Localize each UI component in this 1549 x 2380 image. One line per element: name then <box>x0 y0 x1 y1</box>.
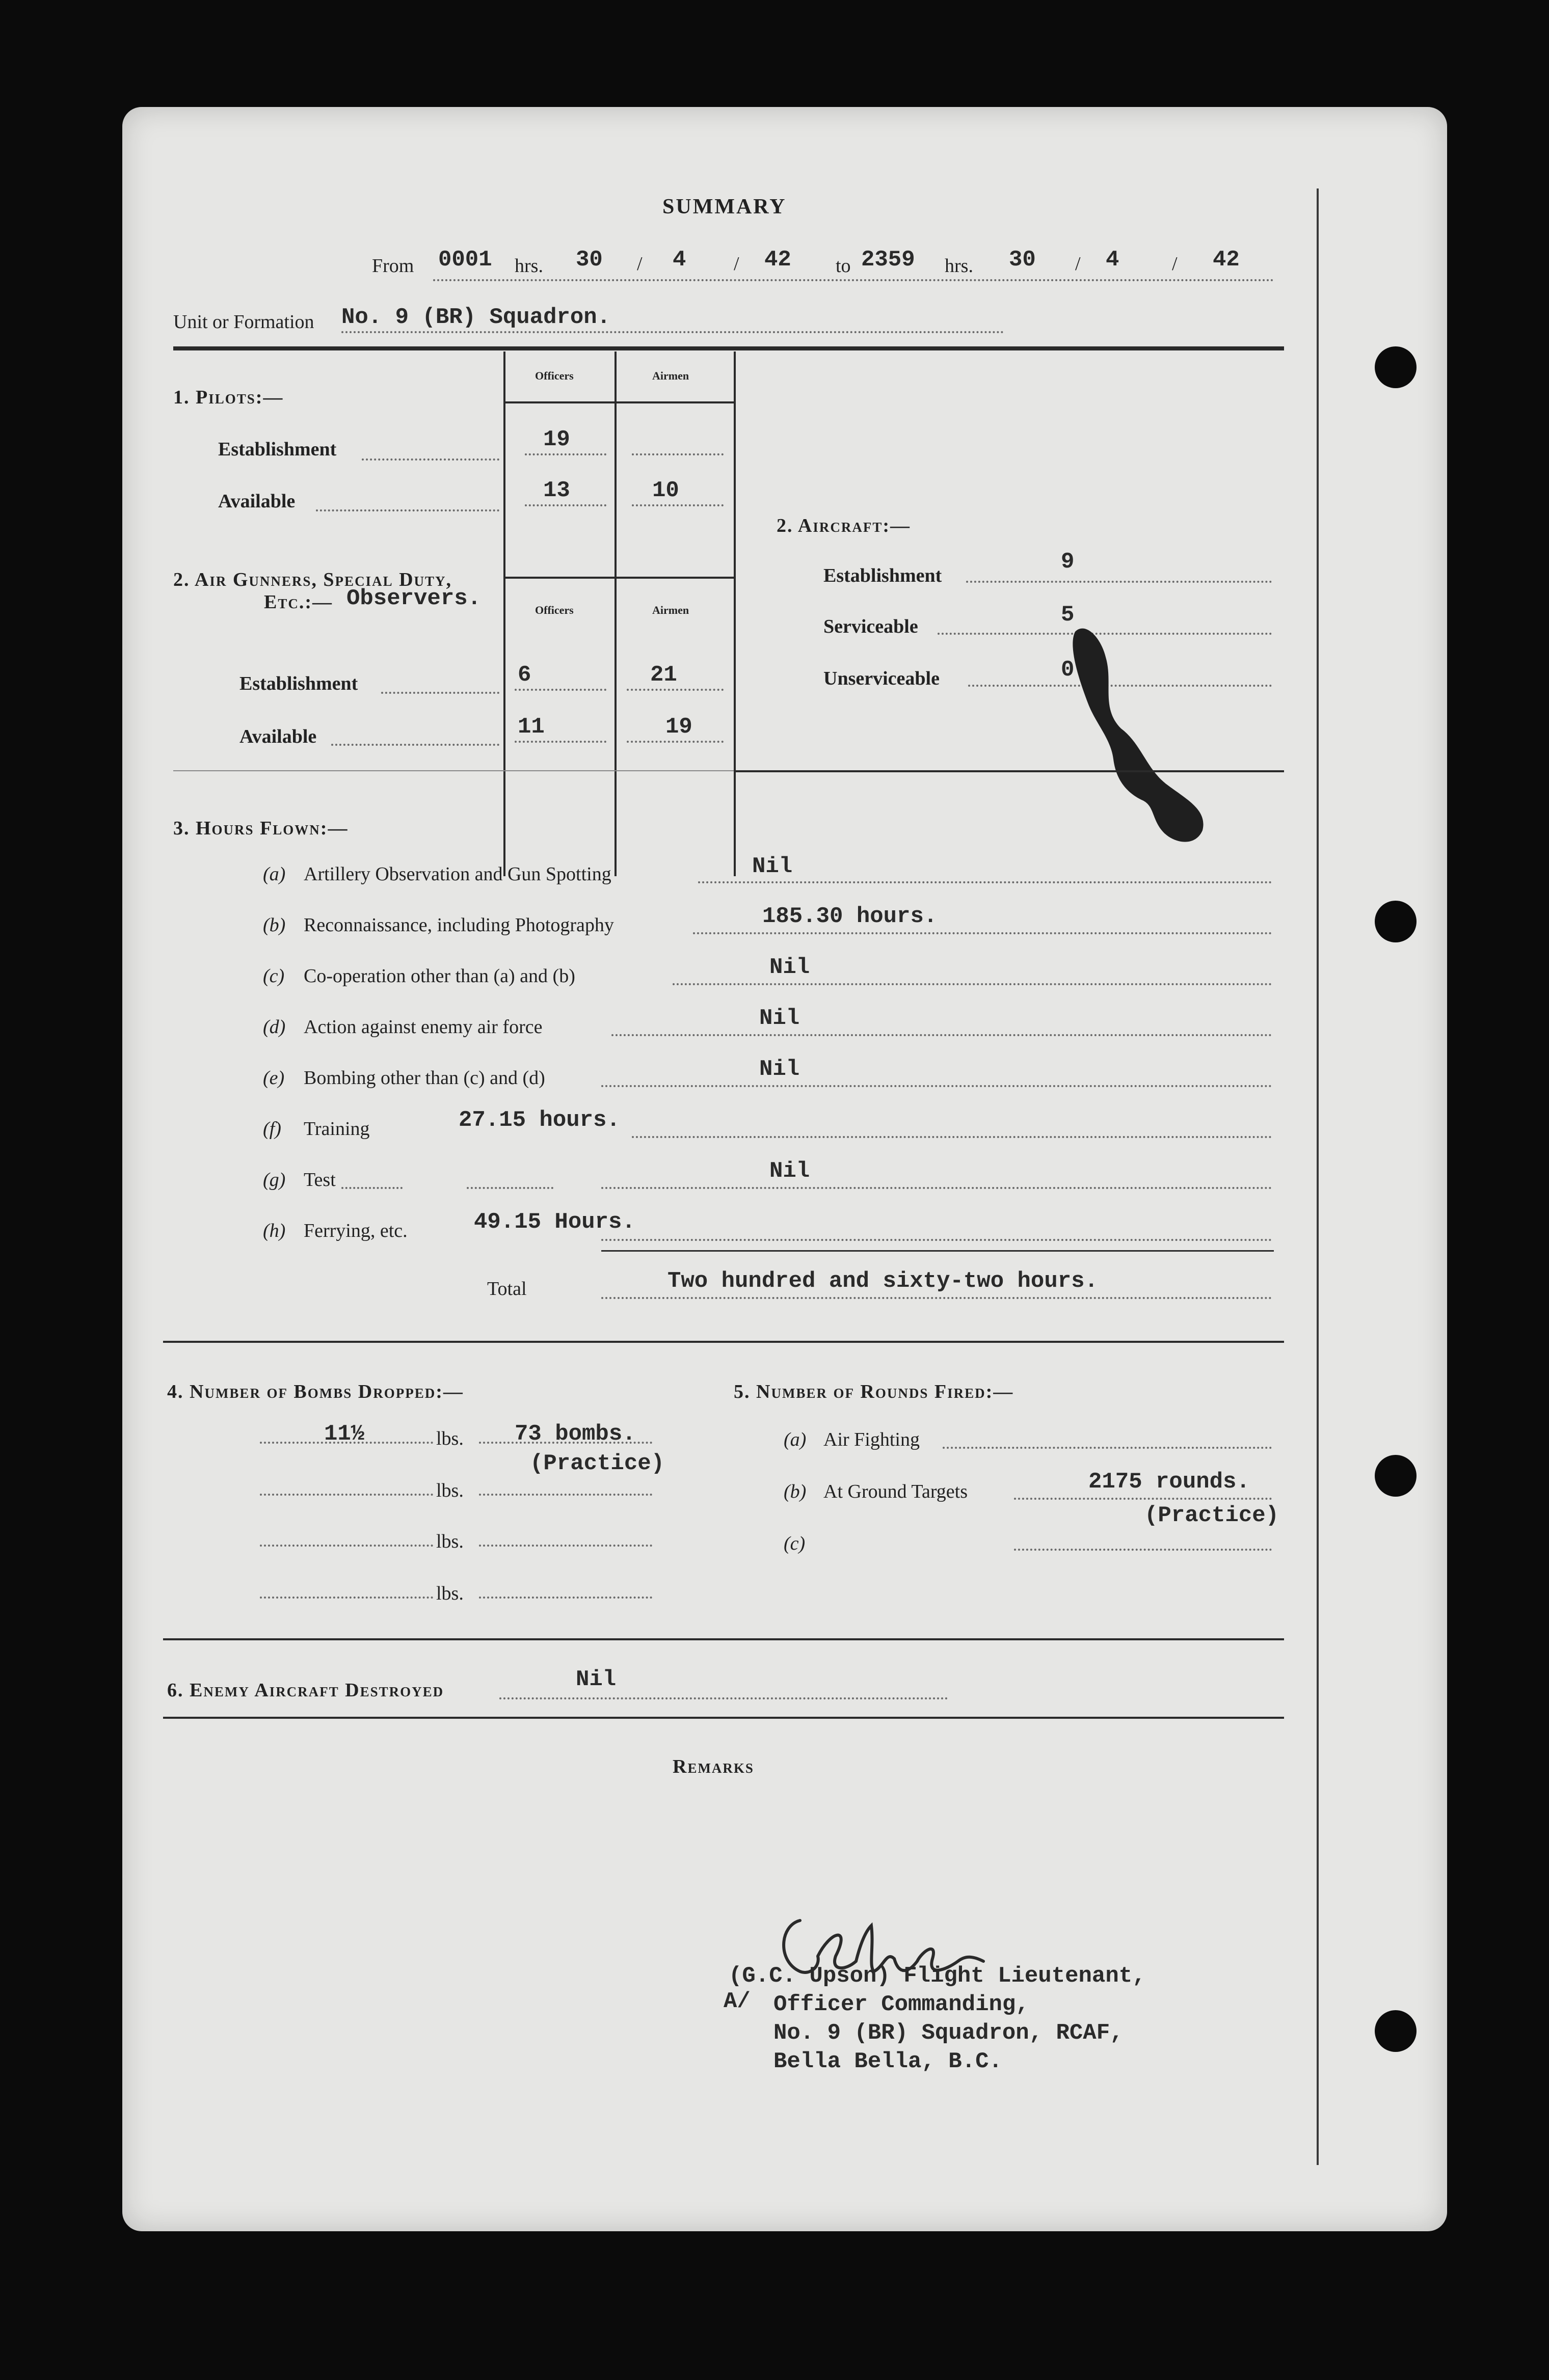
hours-c-label: Co-operation other than (a) and (b) <box>304 965 575 987</box>
hours-g-letter: (g) <box>263 1169 286 1191</box>
aircraft-establishment-label: Establishment <box>823 565 942 586</box>
bombs-note: (Practice) <box>530 1451 665 1476</box>
hours-d-value: Nil <box>759 1006 800 1031</box>
leader-dots <box>632 453 724 455</box>
section-rule <box>163 1717 1284 1719</box>
punch-hole <box>1375 346 1417 388</box>
aircraft-unserviceable-value: 0 <box>1061 657 1075 683</box>
leader-dots <box>260 1494 433 1496</box>
hours-e-letter: (e) <box>263 1067 285 1089</box>
gunners-heading: 2. Air Gunners, Special Duty, <box>173 569 452 590</box>
enemy-value: Nil <box>576 1667 617 1692</box>
gunners-available-officers: 11 <box>518 714 545 740</box>
signature-line-2: Officer Commanding, <box>773 1992 1029 2017</box>
pilots-heading: 1. Pilots:— <box>173 387 284 408</box>
gunners-establishment-label: Establishment <box>239 673 358 694</box>
to-month: 4 <box>1106 247 1119 273</box>
leader-dots <box>467 1187 553 1189</box>
leader-dots <box>331 744 499 746</box>
signature-line-1: (G.C. Upson) Flight Lieutenant, <box>729 1963 1146 1989</box>
hours-b-letter: (b) <box>263 914 286 936</box>
enemy-heading: 6. Enemy Aircraft Destroyed <box>167 1680 444 1701</box>
hours-f-letter: (f) <box>263 1118 281 1140</box>
hours-heading: 3. Hours Flown:— <box>173 818 349 839</box>
pilots-available-officers: 13 <box>543 478 570 503</box>
leader-dots <box>525 504 606 506</box>
leader-dots <box>525 453 606 455</box>
gunners-heading-etc: Etc.:— <box>264 591 333 613</box>
leader-dots <box>479 1442 652 1444</box>
pilots-establishment-officers: 19 <box>543 427 570 452</box>
leader-dots <box>515 689 606 691</box>
leader-dots <box>1014 1549 1272 1551</box>
leader-dots <box>632 504 724 506</box>
table-border <box>615 351 617 876</box>
punch-hole <box>1375 2010 1417 2052</box>
col-airmen: Airmen <box>652 369 689 382</box>
punch-hole <box>1375 901 1417 942</box>
leader-dots <box>515 741 606 743</box>
leader-dots <box>362 458 499 461</box>
gunners-available-label: Available <box>239 726 317 747</box>
ink-blot <box>1065 616 1218 851</box>
aircraft-establishment-value: 9 <box>1061 549 1075 575</box>
to-year: 42 <box>1213 247 1240 273</box>
hours-d-letter: (d) <box>263 1016 286 1038</box>
rounds-b-note: (Practice) <box>1144 1503 1279 1528</box>
lbs-label: lbs. <box>436 1583 464 1604</box>
hours-b-value: 185.30 hours. <box>762 904 938 929</box>
col-officers: Officers <box>535 604 574 616</box>
section-rule <box>163 1638 1284 1640</box>
hours-a-letter: (a) <box>263 863 286 885</box>
leader-dots <box>627 741 724 743</box>
unit-dotted-line <box>341 331 1004 333</box>
signature-prefix: A/ <box>724 1989 751 2014</box>
unit-value: No. 9 (BR) Squadron. <box>341 305 611 330</box>
leader-dots <box>632 1136 1272 1138</box>
to-day: 30 <box>1009 247 1036 273</box>
leader-dots <box>966 581 1272 583</box>
bombs-weight: 11½ <box>324 1421 365 1447</box>
leader-dots <box>499 1697 948 1699</box>
signature-line-4: Bella Bella, B.C. <box>773 2049 1002 2074</box>
leader-dots <box>693 932 1272 934</box>
hours-h-value: 49.15 Hours. <box>474 1209 635 1235</box>
gunners-establishment-airmen: 21 <box>650 662 677 688</box>
hrs-label: hrs. <box>515 255 543 277</box>
col-officers: Officers <box>535 369 574 382</box>
aircraft-serviceable-value: 5 <box>1061 602 1075 628</box>
leader-dots <box>698 881 1272 883</box>
slash: / <box>734 253 739 275</box>
hours-c-letter: (c) <box>263 965 285 987</box>
hours-b-label: Reconnaissance, including Photography <box>304 914 614 936</box>
lbs-label: lbs. <box>436 1531 464 1552</box>
hours-total-value: Two hundred and sixty-two hours. <box>667 1268 1098 1294</box>
leader-dots <box>260 1545 433 1547</box>
leader-dots <box>611 1034 1272 1036</box>
rounds-heading: 5. Number of Rounds Fired:— <box>734 1381 1014 1402</box>
pilots-available-label: Available <box>218 491 296 512</box>
leader-dots <box>260 1597 433 1599</box>
slash: / <box>1172 253 1178 275</box>
leader-dots <box>601 1297 1272 1299</box>
slash: / <box>637 253 643 275</box>
aircraft-serviceable-label: Serviceable <box>823 616 918 637</box>
table-border <box>503 351 505 876</box>
hrs-label: hrs. <box>945 255 973 277</box>
leader-dots <box>601 1085 1272 1087</box>
table-border <box>503 577 736 579</box>
total-rule <box>601 1250 1274 1252</box>
hours-e-value: Nil <box>759 1057 800 1082</box>
rounds-b-label: At Ground Targets <box>823 1481 968 1502</box>
leader-dots <box>1014 1498 1272 1500</box>
hours-c-value: Nil <box>769 955 810 980</box>
rounds-b-letter: (b) <box>784 1481 807 1502</box>
hours-f-label: Training <box>304 1118 370 1140</box>
table-border <box>734 351 736 876</box>
page-title: SUMMARY <box>662 195 787 219</box>
from-time: 0001 <box>438 247 492 273</box>
rounds-c-letter: (c) <box>784 1533 806 1554</box>
hours-a-value: Nil <box>752 854 793 879</box>
hours-total-label: Total <box>487 1278 527 1300</box>
section-rule <box>163 1341 1284 1343</box>
leader-dots <box>601 1187 1272 1189</box>
leader-dots <box>341 1187 403 1189</box>
hours-a-label: Artillery Observation and Gun Spotting <box>304 863 611 885</box>
rounds-b-value: 2175 rounds. <box>1088 1469 1250 1495</box>
aircraft-heading: 2. Aircraft:— <box>777 515 911 536</box>
gunners-available-airmen: 19 <box>665 714 692 740</box>
margin-rule <box>1317 188 1319 2165</box>
hours-h-letter: (h) <box>263 1220 286 1241</box>
hours-e-label: Bombing other than (c) and (d) <box>304 1067 545 1089</box>
unit-label: Unit or Formation <box>173 311 314 333</box>
from-day: 30 <box>576 247 603 273</box>
section-rule <box>173 346 1284 350</box>
period-dotted-line <box>433 279 1274 281</box>
from-month: 4 <box>673 247 686 273</box>
leader-dots <box>316 509 499 511</box>
leader-dots <box>479 1597 652 1599</box>
pilots-establishment-label: Establishment <box>218 439 337 460</box>
section-rule <box>173 770 734 771</box>
leader-dots <box>601 1239 1272 1241</box>
hours-h-label: Ferrying, etc. <box>304 1220 408 1241</box>
leader-dots <box>943 1447 1272 1449</box>
document-sheet <box>122 107 1447 2231</box>
gunners-observers: Observers. <box>346 586 482 611</box>
section-rule <box>734 770 1284 772</box>
from-label: From <box>372 255 414 277</box>
signature-line-3: No. 9 (BR) Squadron, RCAF, <box>773 2020 1124 2046</box>
remarks-heading: Remarks <box>673 1756 754 1777</box>
hours-g-value: Nil <box>769 1158 810 1184</box>
to-label: to <box>836 255 851 277</box>
col-airmen: Airmen <box>652 604 689 616</box>
hours-d-label: Action against enemy air force <box>304 1016 543 1038</box>
hours-g-label: Test <box>304 1169 336 1191</box>
leader-dots <box>627 689 724 691</box>
leader-dots <box>381 692 499 694</box>
leader-dots <box>479 1545 652 1547</box>
lbs-label: lbs. <box>436 1428 464 1449</box>
aircraft-unserviceable-label: Unserviceable <box>823 668 940 689</box>
leader-dots <box>479 1494 652 1496</box>
pilots-available-airmen: 10 <box>652 478 679 503</box>
gunners-establishment-officers: 6 <box>518 662 531 688</box>
bombs-heading: 4. Number of Bombs Dropped:— <box>167 1381 464 1402</box>
rounds-a-letter: (a) <box>784 1429 807 1450</box>
bombs-count: 73 bombs. <box>515 1421 636 1447</box>
rounds-a-label: Air Fighting <box>823 1429 920 1450</box>
leader-dots <box>673 983 1272 985</box>
from-year: 42 <box>764 247 791 273</box>
to-time: 2359 <box>861 247 915 273</box>
table-border <box>503 401 736 403</box>
punch-hole <box>1375 1455 1417 1497</box>
hours-f-value: 27.15 hours. <box>459 1107 620 1133</box>
lbs-label: lbs. <box>436 1480 464 1501</box>
slash: / <box>1075 253 1081 275</box>
